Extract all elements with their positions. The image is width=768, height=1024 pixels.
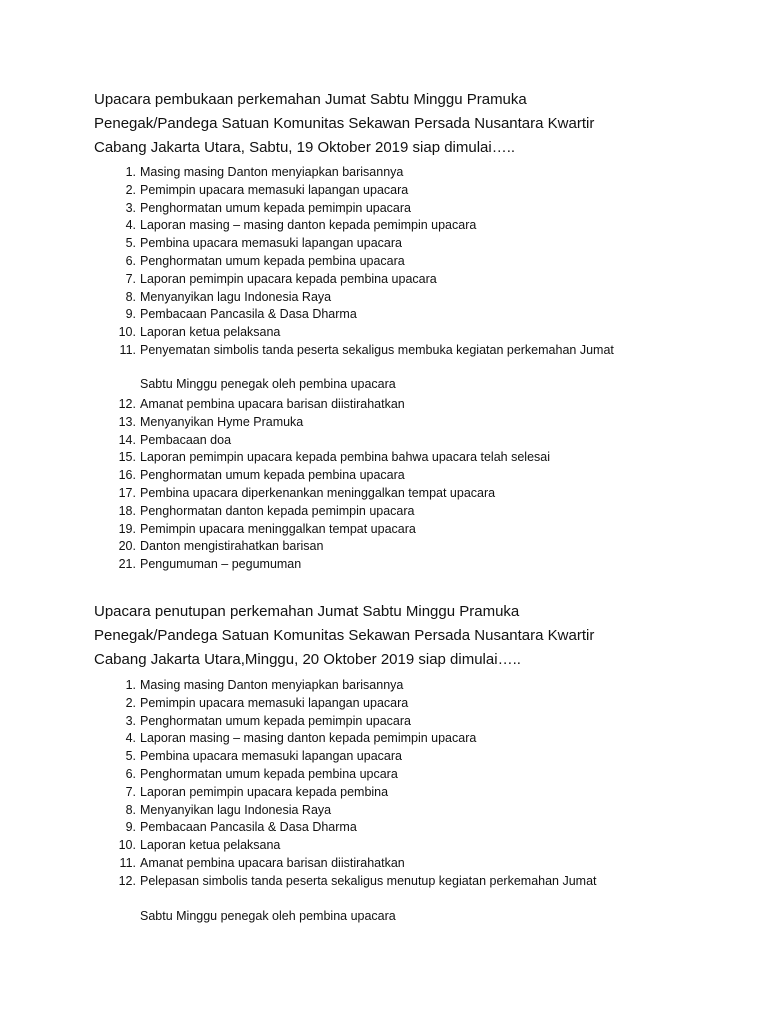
list-item-text: Pengumuman – pegumuman xyxy=(140,557,302,572)
list-item-text: Penghormatan umum kepada pembina upcara xyxy=(140,766,398,781)
list-item-text: Laporan masing – masing danton kepada pemimpin upacara xyxy=(140,731,477,746)
heading-line: Cabang Jakarta Utara,Minggu, 20 Oktober 2019 siap dimulai….. xyxy=(94,651,521,668)
list-item-number: 3. xyxy=(125,713,136,728)
list-item-number: 10. xyxy=(118,325,136,340)
list-item-text: Pembacaan Pancasila & Dasa Dharma xyxy=(140,307,357,322)
list-item-number: 9. xyxy=(125,820,136,835)
list-item-text: Masing masing Danton menyiapkan barisannya xyxy=(140,165,404,179)
list-item xyxy=(0,730,768,748)
list-item-text: Danton mengistirahatkan barisan xyxy=(140,539,324,554)
heading-line: Penegak/Pandega Satuan Komunitas Sekawan Persada Nusantara Kwartir xyxy=(94,115,595,132)
list-item-number: 6. xyxy=(125,253,136,268)
list-item-text: Amanat pembina upacara barisan diistirahatkan xyxy=(140,397,405,411)
closing-ceremony-heading xyxy=(94,600,694,672)
list-item-number: 18. xyxy=(118,503,136,518)
list-item-number: 13. xyxy=(118,414,136,429)
list-item-number: 4. xyxy=(125,218,136,233)
list-item xyxy=(0,449,768,467)
list-item-number: 2. xyxy=(125,695,136,710)
list-item xyxy=(0,396,768,414)
list-item-text: Pembina upacara diperkenankan meninggalkan tempat upacara xyxy=(140,485,496,500)
list-item-number: 20. xyxy=(118,539,136,554)
list-item xyxy=(0,784,768,802)
list-item-number: 12. xyxy=(118,397,136,411)
list-item-text: Menyanyikan Hyme Pramuka xyxy=(140,414,304,429)
list-item xyxy=(0,217,768,235)
list-item-number: 12. xyxy=(118,873,136,888)
heading-line: Cabang Jakarta Utara, Sabtu, 19 Oktober 2019 siap dimulai….. xyxy=(94,139,516,156)
list-item xyxy=(0,873,768,891)
list-item-text: Penyematan simbolis tanda peserta sekaligus membuka kegiatan perkemahan Jumat xyxy=(140,342,614,357)
list-item-number: 15. xyxy=(118,450,136,465)
list-item-number: 17. xyxy=(118,485,136,500)
list-item-number: 8. xyxy=(125,289,136,304)
list-item-text: Pemimpin upacara memasuki lapangan upacara xyxy=(140,182,409,197)
heading-line: Penegak/Pandega Satuan Komunitas Sekawan Persada Nusantara Kwartir xyxy=(94,627,595,644)
list-item xyxy=(0,802,768,820)
list-item-text: Masing masing Danton menyiapkan barisannya xyxy=(140,678,404,692)
list-item xyxy=(0,200,768,218)
list-item-number: 4. xyxy=(125,731,136,746)
list-item-text: Pembacaan Pancasila & Dasa Dharma xyxy=(140,820,357,835)
list-item-text: Penghormatan umum kepada pemimpin upacara xyxy=(140,713,411,728)
heading-line: Upacara pembukaan perkemahan Jumat Sabtu Minggu Pramuka xyxy=(94,91,527,108)
list-item xyxy=(0,503,768,521)
list-item-number: 21. xyxy=(118,557,136,572)
list-item-number: 3. xyxy=(125,200,136,215)
list-item-text: Penghormatan umum kepada pembina upacara xyxy=(140,253,405,268)
list-item xyxy=(0,414,768,432)
list-item xyxy=(0,677,768,695)
list-item xyxy=(0,855,768,873)
list-item xyxy=(0,556,768,574)
list-item-number: 5. xyxy=(125,236,136,251)
opening-ceremony-heading xyxy=(94,88,694,160)
list-item-text: Laporan pemimpin upacara kepada pembina xyxy=(140,784,389,799)
list-item xyxy=(0,306,768,324)
list-item-text: Penghormatan umum kepada pemimpin upacara xyxy=(140,200,411,215)
list-item-number: 1. xyxy=(125,165,136,179)
list-item-continuation: Sabtu Minggu penegak oleh pembina upacara xyxy=(140,909,396,923)
list-item-number: 11. xyxy=(119,342,136,357)
list-item xyxy=(0,748,768,766)
list-item-number: 1. xyxy=(125,678,136,692)
list-item xyxy=(0,467,768,485)
list-item-text: Pemimpin upacara meninggalkan tempat upacara xyxy=(140,521,416,536)
list-item-number: 6. xyxy=(125,766,136,781)
list-item xyxy=(0,713,768,731)
list-item xyxy=(0,324,768,342)
list-item-text: Pembina upacara memasuki lapangan upacara xyxy=(140,236,402,251)
list-item-number: 10. xyxy=(118,838,136,853)
list-item xyxy=(0,289,768,307)
list-item-text: Penghormatan umum kepada pembina upacara xyxy=(140,468,405,483)
list-item-number: 2. xyxy=(125,182,136,197)
list-item xyxy=(0,538,768,556)
list-item-text: Penghormatan danton kepada pemimpin upacara xyxy=(140,503,415,518)
opening-agenda-list xyxy=(0,164,768,360)
list-item-text: Amanat pembina upacara barisan diistirahatkan xyxy=(140,855,405,870)
list-item xyxy=(0,182,768,200)
opening-agenda-list-continued xyxy=(0,396,768,574)
list-item-text: Laporan ketua pelaksana xyxy=(140,838,281,853)
list-item-text: Menyanyikan lagu Indonesia Raya xyxy=(140,289,332,304)
list-item xyxy=(0,485,768,503)
list-item-text: Laporan ketua pelaksana xyxy=(140,325,281,340)
list-item-number: 14. xyxy=(118,432,136,447)
list-item-text: Pemimpin upacara memasuki lapangan upacara xyxy=(140,695,409,710)
list-item xyxy=(0,164,768,182)
list-item-number: 7. xyxy=(125,784,136,799)
list-item xyxy=(0,766,768,784)
list-item xyxy=(0,695,768,713)
list-item xyxy=(0,521,768,539)
list-item xyxy=(0,342,768,360)
list-item xyxy=(0,235,768,253)
list-item-text: Menyanyikan lagu Indonesia Raya xyxy=(140,802,332,817)
list-item-text: Laporan pemimpin upacara kepada pembina bahwa upacara telah selesai xyxy=(140,450,550,465)
list-item-number: 7. xyxy=(125,271,136,286)
list-item-number: 19. xyxy=(118,521,136,536)
list-item xyxy=(0,271,768,289)
list-item-number: 16. xyxy=(118,468,136,483)
list-item xyxy=(0,253,768,271)
list-item xyxy=(0,819,768,837)
list-item xyxy=(0,432,768,450)
list-item-text: Laporan masing – masing danton kepada pemimpin upacara xyxy=(140,218,477,233)
list-item-text: Pelepasan simbolis tanda peserta sekaligus menutup kegiatan perkemahan Jumat xyxy=(140,873,597,888)
list-item-number: 9. xyxy=(125,307,136,322)
list-item-text: Pembacaan doa xyxy=(140,432,232,447)
list-item-number: 5. xyxy=(125,749,136,764)
list-item-number: 11. xyxy=(119,855,136,870)
list-item-text: Pembina upacara memasuki lapangan upacara xyxy=(140,749,402,764)
list-item-text: Laporan pemimpin upacara kepada pembina upacara xyxy=(140,271,437,286)
list-item xyxy=(0,837,768,855)
closing-agenda-list xyxy=(0,677,768,891)
list-item-number: 8. xyxy=(125,802,136,817)
list-item-continuation: Sabtu Minggu penegak oleh pembina upacara xyxy=(140,377,396,391)
heading-line: Upacara penutupan perkemahan Jumat Sabtu Minggu Pramuka xyxy=(94,603,520,620)
